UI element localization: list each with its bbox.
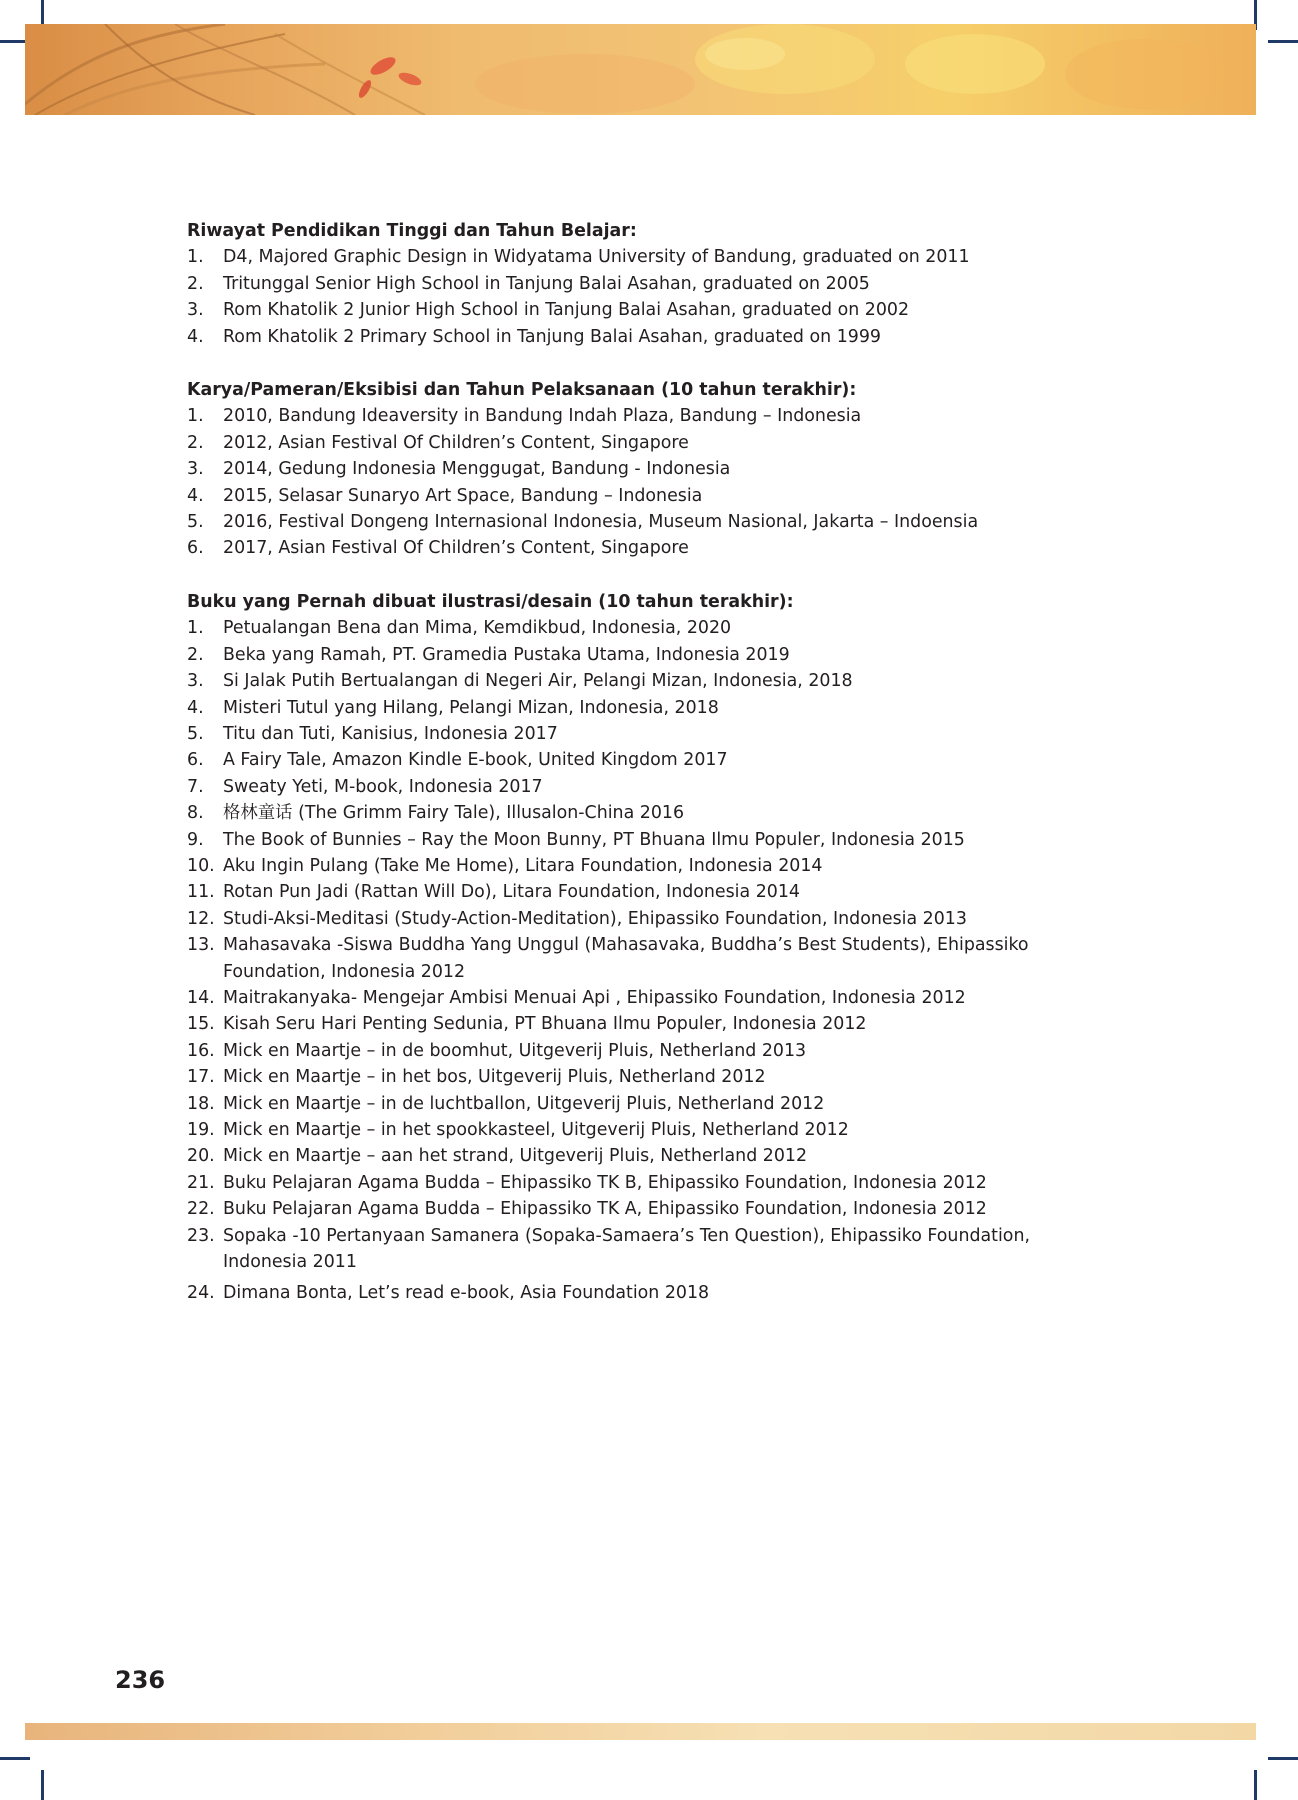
- list-text: Buku Pelajaran Agama Budda – Ehipassiko TK B, Ehipassiko Foundation, Indonesia 2012: [223, 1172, 987, 1193]
- list-item: [187, 456, 1047, 482]
- exhibition-list: [187, 403, 1047, 561]
- list-item: [187, 642, 1047, 668]
- list-number: 6.: [187, 538, 204, 559]
- list-number: 18.: [187, 1093, 215, 1114]
- list-text: Rotan Pun Jadi (Rattan Will Do), Litara Foundation, Indonesia 2014: [223, 882, 800, 903]
- list-text: A Fairy Tale, Amazon Kindle E-book, United Kingdom 2017: [223, 750, 728, 771]
- list-number: 1.: [187, 406, 204, 427]
- books-list: [187, 615, 1047, 1307]
- list-item: [187, 932, 1047, 985]
- list-text: Buku Pelajaran Agama Budda – Ehipassiko TK A, Ehipassiko Foundation, Indonesia 2012: [223, 1199, 987, 1220]
- list-text: Sweaty Yeti, M-book, Indonesia 2017: [223, 776, 543, 797]
- list-item: [187, 1091, 1047, 1117]
- list-text: 2010, Bandung Ideaversity in Bandung Indah Plaza, Bandung – Indonesia: [223, 406, 862, 427]
- exhibition-section: [187, 377, 1047, 562]
- list-item: [187, 1143, 1047, 1169]
- list-text: Beka yang Ramah, PT. Gramedia Pustaka Utama, Indonesia 2019: [223, 644, 790, 665]
- list-text: Rom Khatolik 2 Primary School in Tanjung Balai Asahan, graduated on 1999: [223, 326, 881, 347]
- list-text: Kisah Seru Hari Penting Sedunia, PT Bhuana Ilmu Populer, Indonesia 2012: [223, 1014, 867, 1035]
- list-text: 2012, Asian Festival Of Children’s Content, Singapore: [223, 432, 689, 453]
- page-number: 236: [115, 1666, 166, 1694]
- list-number: 3.: [187, 300, 204, 321]
- list-text: Mick en Maartje – in het bos, Uitgeverij Pluis, Netherland 2012: [223, 1067, 766, 1088]
- list-number: 23.: [187, 1225, 215, 1246]
- list-item: [187, 774, 1047, 800]
- crop-mark-bottom-left: [41, 1770, 44, 1800]
- list-item: [187, 509, 1047, 535]
- list-text: 2015, Selasar Sunaryo Art Space, Bandung – Indonesia: [223, 485, 703, 506]
- list-item: [187, 1170, 1047, 1196]
- list-item: [187, 1011, 1047, 1037]
- list-number: 10.: [187, 855, 215, 876]
- list-number: 16.: [187, 1040, 215, 1061]
- document-body: [187, 218, 1047, 1334]
- header-banner: [25, 24, 1256, 115]
- list-item: [187, 879, 1047, 905]
- list-number: 11.: [187, 882, 215, 903]
- list-item: [187, 747, 1047, 773]
- list-text: 2017, Asian Festival Of Children’s Content, Singapore: [223, 538, 689, 559]
- section-title: Riwayat Pendidikan Tinggi dan Tahun Belajar:: [187, 221, 637, 241]
- list-item: [187, 721, 1047, 747]
- list-item: [187, 906, 1047, 932]
- list-number: 4.: [187, 485, 204, 506]
- list-text: Mahasavaka -Siswa Buddha Yang Unggul (Mahasavaka, Buddha’s Best Students), Ehipassiko Foundation, Indonesia 2012: [223, 935, 1029, 982]
- list-number: 5.: [187, 723, 204, 744]
- list-text: 2016, Festival Dongeng Internasional Indonesia, Museum Nasional, Jakarta – Indoensia: [223, 512, 979, 533]
- list-text: Titu dan Tuti, Kanisius, Indonesia 2017: [223, 723, 558, 744]
- list-text: Tritunggal Senior High School in Tanjung Balai Asahan, graduated on 2005: [223, 273, 870, 294]
- list-item: [187, 1280, 1047, 1306]
- list-item: [187, 483, 1047, 509]
- list-number: 2.: [187, 644, 204, 665]
- list-text: Studi-Aksi-Meditasi (Study-Action-Meditation), Ehipassiko Foundation, Indonesia 2013: [223, 908, 967, 929]
- list-number: 7.: [187, 776, 204, 797]
- list-number: 9.: [187, 829, 204, 850]
- crop-mark-top-right: [1268, 40, 1298, 43]
- list-number: 19.: [187, 1120, 215, 1140]
- list-number: 4.: [187, 697, 204, 718]
- crop-mark-bottom-right: [1268, 1757, 1298, 1760]
- list-item: [187, 430, 1047, 456]
- list-item: [187, 1064, 1047, 1090]
- list-item: [187, 324, 1047, 350]
- list-item: [187, 244, 1047, 270]
- list-number: 14.: [187, 987, 215, 1008]
- list-item: [187, 800, 1047, 826]
- list-number: 5.: [187, 512, 204, 533]
- list-item: [187, 1038, 1047, 1064]
- list-item: [187, 1223, 1047, 1276]
- list-number: 4.: [187, 326, 204, 347]
- education-section: [187, 218, 1047, 350]
- section-title: Karya/Pameran/Eksibisi dan Tahun Pelaksanaan (10 tahun terakhir):: [187, 380, 857, 401]
- list-text: Mick en Maartje – in de luchtballon, Uitgeverij Pluis, Netherland 2012: [223, 1093, 825, 1114]
- list-number: 21.: [187, 1172, 215, 1193]
- list-number: 1.: [187, 247, 204, 268]
- list-number: 20.: [187, 1146, 215, 1167]
- list-text: The Book of Bunnies – Ray the Moon Bunny, PT Bhuana Ilmu Populer, Indonesia 2015: [223, 829, 965, 850]
- books-section: [187, 589, 1047, 1307]
- crop-mark-bottom-right: [1254, 1770, 1257, 1800]
- list-item: [187, 985, 1047, 1011]
- list-item: [187, 668, 1047, 694]
- footer-banner: [25, 1723, 1256, 1740]
- list-number: 3.: [187, 459, 204, 480]
- list-item: [187, 615, 1047, 641]
- list-text: Misteri Tutul yang Hilang, Pelangi Mizan, Indonesia, 2018: [223, 697, 719, 718]
- list-text: Maitrakanyaka- Mengejar Ambisi Menuai Api , Ehipassiko Foundation, Indonesia 2012: [223, 987, 966, 1008]
- list-number: 17.: [187, 1067, 215, 1088]
- list-item: [187, 403, 1047, 429]
- list-text: Mick en Maartje – in de boomhut, Uitgeverij Pluis, Netherland 2013: [223, 1040, 807, 1061]
- list-number: 12.: [187, 908, 215, 929]
- list-text: Mick en Maartje – in het spookkasteel, Uitgeverij Pluis, Netherland 2012: [223, 1120, 849, 1140]
- list-text: Mick en Maartje – aan het strand, Uitgeverij Pluis, Netherland 2012: [223, 1146, 808, 1167]
- list-item: [187, 535, 1047, 561]
- list-text: Rom Khatolik 2 Junior High School in Tanjung Balai Asahan, graduated on 2002: [223, 300, 910, 321]
- list-number: 13.: [187, 935, 215, 956]
- list-item: [187, 695, 1047, 721]
- list-text: 格林童话 (The Grimm Fairy Tale), Illusalon-China 2016: [223, 803, 685, 824]
- list-item: [187, 297, 1047, 323]
- list-text: 2014, Gedung Indonesia Menggugat, Bandung - Indonesia: [223, 459, 731, 480]
- list-number: 2.: [187, 273, 204, 294]
- list-text: Si Jalak Putih Bertualangan di Negeri Air, Pelangi Mizan, Indonesia, 2018: [223, 671, 853, 692]
- list-text: Dimana Bonta, Let’s read e-book, Asia Foundation 2018: [223, 1283, 710, 1304]
- list-text: Aku Ingin Pulang (Take Me Home), Litara Foundation, Indonesia 2014: [223, 855, 823, 876]
- list-number: 1.: [187, 618, 204, 639]
- list-item: [187, 853, 1047, 879]
- section-title: Buku yang Pernah dibuat ilustrasi/desain (10 tahun terakhir):: [187, 591, 794, 612]
- list-item: [187, 827, 1047, 853]
- list-item: [187, 1196, 1047, 1222]
- crop-mark-bottom-left: [0, 1757, 30, 1760]
- list-number: 3.: [187, 671, 204, 692]
- education-list: [187, 244, 1047, 350]
- list-text: Sopaka -10 Pertanyaan Samanera (Sopaka-Samaera’s Ten Question), Ehipassiko Foundation, Indonesia 2011: [223, 1225, 1030, 1273]
- list-text: D4, Majored Graphic Design in Widyatama University of Bandung, graduated on 2011: [223, 247, 970, 268]
- list-number: 24.: [187, 1283, 215, 1304]
- banner-painting: [25, 24, 1256, 115]
- list-item: [187, 1117, 1047, 1143]
- list-number: 2.: [187, 432, 204, 453]
- list-number: 6.: [187, 750, 204, 771]
- list-item: [187, 271, 1047, 297]
- list-number: 15.: [187, 1014, 215, 1035]
- list-number: 8.: [187, 803, 204, 824]
- list-text: Petualangan Bena dan Mima, Kemdikbud, Indonesia, 2020: [223, 618, 732, 639]
- list-number: 22.: [187, 1199, 215, 1220]
